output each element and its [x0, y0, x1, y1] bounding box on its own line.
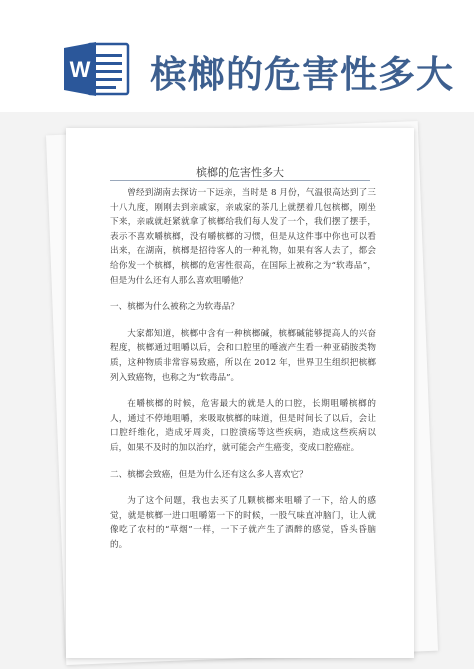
paragraph-section-1a: 大家都知道，槟榔中含有一种槟榔碱，槟榔碱能够提高人的兴奋程度，槟榔通过咀嚼以后，会和口腔里的唾液产生看一种亚硝胺类物质，这种物质非常容易致癌，所以在 2012 年，世界卫生组织把槟榔列入致癌物，也称之为“软毒品”。	[110, 328, 376, 383]
title-divider	[110, 180, 370, 181]
word-icon	[62, 40, 132, 98]
paragraph-section-1b: 在嚼槟榔的时候，危害最大的就是人的口腔，长期咀嚼槟榔的人，通过不停地咀嚼，来吸取槟榔的味道，但是时间长了以后，会让口腔纤维化，造成牙周炎，口腔溃疡等这些疾病，造成这些疾病以后，如果不及时的加以治疗，就可能会产生癌变，变成口腔癌症。	[110, 399, 376, 453]
paragraph-section-2a: 为了这个问题，我也去买了几颗槟榔来咀嚼了一下，给人的感觉，就是槟榔一进口咀嚼第一下的时候，一股气味直冲脑门，让人就像吃了农村的“草烟”一样，一下子就产生了酒醉的感觉，昏头昏脑的。	[110, 496, 376, 550]
word-icon-letter: W	[69, 57, 91, 82]
banner	[0, 0, 474, 112]
document-title: 槟榔的危害性多大	[196, 166, 284, 179]
document-page	[66, 128, 414, 658]
section-heading-2: 二、槟榔会致癌，但是为什么还有这么多人喜欢它？	[110, 469, 308, 480]
paragraph-intro: 曾经到湖南去探访一下远亲，当时是 8 月份，气温很高达到了三十八九度，刚刚去到亲戚家，亲戚家的茶几上就摆着几包槟榔，刚坐下来，亲戚就赶紧就拿了槟榔给我们每人发了一个，我们摆了摆手，表示不喜欢嚼槟榔，没有嚼槟榔的习惯，但是从这件事中你也可以看出来，在湖南，槟榔是招待客人的一种礼物，如果有客人去了，都会给你发一个槟榔，槟榔的危害性很高，在国际上被称之为“软毒品”，但是为什么还有人那么喜欢咀嚼他？	[110, 188, 376, 286]
section-heading-1: 一、槟榔为什么被称之为软毒品？	[110, 302, 239, 313]
banner-title: 槟榔的危害性多大	[150, 52, 454, 96]
document-body	[110, 186, 376, 564]
